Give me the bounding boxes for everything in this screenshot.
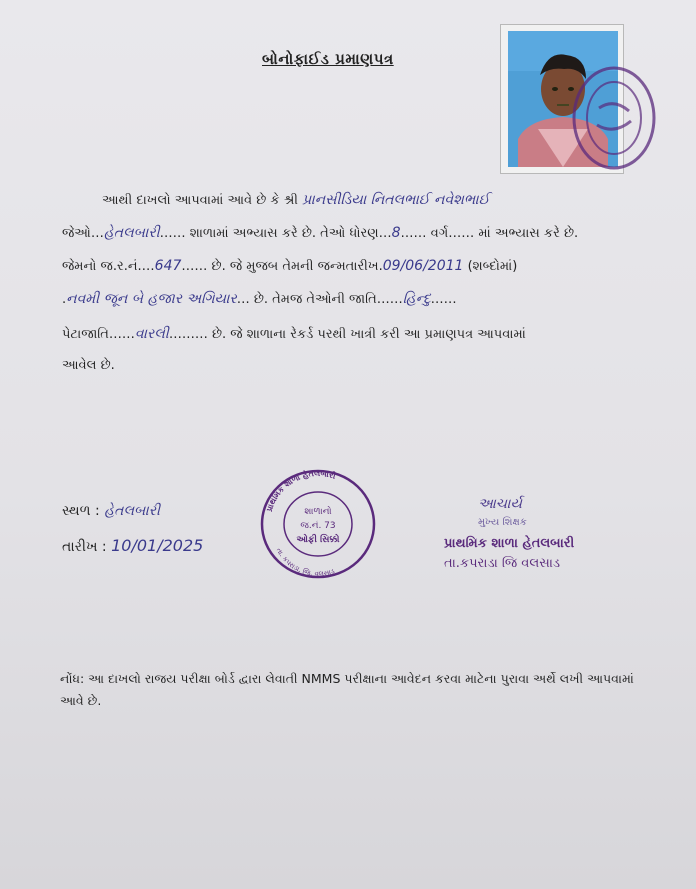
statement-line-4: .નવમી જૂન બે હજાર અગિયાર… છે. તેમજ તેઓની જાતિ……હિન્દુ…… <box>62 291 457 307</box>
photo-stamp <box>569 63 659 173</box>
birth-date: 09/06/2011 <box>382 258 464 274</box>
school-name: હેતલબારી <box>103 225 160 241</box>
stamp-center-bottom: ઓફી સિક્કો <box>296 535 340 545</box>
caste-value: હિન્દુ <box>402 291 431 307</box>
statement-text: આથી દાખલો આપવામાં આવે છે કે શ્રી <box>102 193 299 208</box>
signature-school: પ્રાથમિક શાળા હેતલબારી <box>444 536 575 551</box>
document-title: બોનોફાઈડ પ્રમાણપત્ર <box>262 50 394 68</box>
register-number: 647 <box>154 258 182 274</box>
school-round-stamp <box>258 468 378 580</box>
stamp-ring-text: પ્રાથમિક શાળા હેતલબારી <box>264 468 337 513</box>
statement-text: જેઓ <box>62 226 91 241</box>
date-value: 10/01/2025 <box>111 536 204 555</box>
place-row <box>62 503 160 519</box>
statement-line-1 <box>102 192 489 208</box>
subcaste-value: વારલી <box>134 326 169 342</box>
signature-title: મુખ્ય શિક્ષક <box>478 517 527 528</box>
statement-line-3: જેમનો જ.ર.નં.…647…… છે. જે મુજબ તેમની જન્મતારીખ.09/06/2011 (શબ્દોમાં) <box>62 258 518 274</box>
svg-text:તા. કપરાડા, જિ. વલસાડ <box>275 547 336 578</box>
student-name: પ્રાનસીડિયા નિતલભાઈ નવેશભાઈ <box>302 192 490 208</box>
student-photo <box>500 24 624 174</box>
statement-text: છે. તેમજ તેઓની જાતિ <box>253 292 377 307</box>
statement-text: માં અભ્યાસ કરે છે. <box>478 226 579 241</box>
place-value: હેતલબારી <box>104 503 160 519</box>
statement-text: વર્ગ <box>430 226 449 241</box>
stamp-center-top: શાળાનો <box>304 507 332 517</box>
birth-date-in-words: નવમી જૂન બે હજાર અગિયાર <box>66 291 237 307</box>
statement-text: છે. જે શાળાના રેકર્ડ પરથી ખાત્રી કરી આ પ્રમાણપત્ર આપવામાં <box>211 327 526 342</box>
date-row <box>62 536 203 555</box>
date-label: તારીખ : <box>62 539 107 555</box>
statement-line-5: પેટાજાતિ……વારલી……… છે. જે શાળાના રેકર્ડ પરથી ખાત્રી કરી આ પ્રમાણપત્ર આપવામાં <box>62 326 526 342</box>
statement-text: પેટાજાતિ <box>62 327 109 342</box>
statement-line-2: જેઓ…હેતલબારી…… શાળામાં અભ્યાસ કરે છે. તેઓ ધોરણ…8…… વર્ગ…… માં અભ્યાસ કરે છે. <box>62 225 579 241</box>
signature-scribble: આચાર્ય <box>478 496 522 512</box>
signature-place: તા.કપરાડા જિ વલસાડ <box>444 556 561 571</box>
footnote: નોંધ: આ દાખલો રાજય પરીક્ષા બોર્ડ દ્વારા લેવાતી NMMS પરીક્ષાના આવેદન કરવા માટેના પુરાવા અર્થે લખી આપવામાં આવે છે. <box>60 671 634 708</box>
statement-text: છે. જે મુજબ તેમની જન્મતારીખ <box>211 259 379 274</box>
standard-value: 8 <box>391 225 401 241</box>
statement-text: શાળામાં અભ્યાસ કરે છે. તેઓ ધોરણ <box>189 226 379 241</box>
stamp-bottom-text: તા. કપરાડા, જિ. વલસાડ <box>274 546 336 579</box>
place-label: સ્થળ : <box>62 503 100 519</box>
statement-line-6: આવેલ છે. <box>62 358 115 373</box>
statement-text: (શબ્દોમાં) <box>467 259 518 274</box>
stamp-center-number: જ.નં. 73 <box>300 521 336 531</box>
statement-text: જેમનો જ.ર.નં. <box>62 259 142 274</box>
